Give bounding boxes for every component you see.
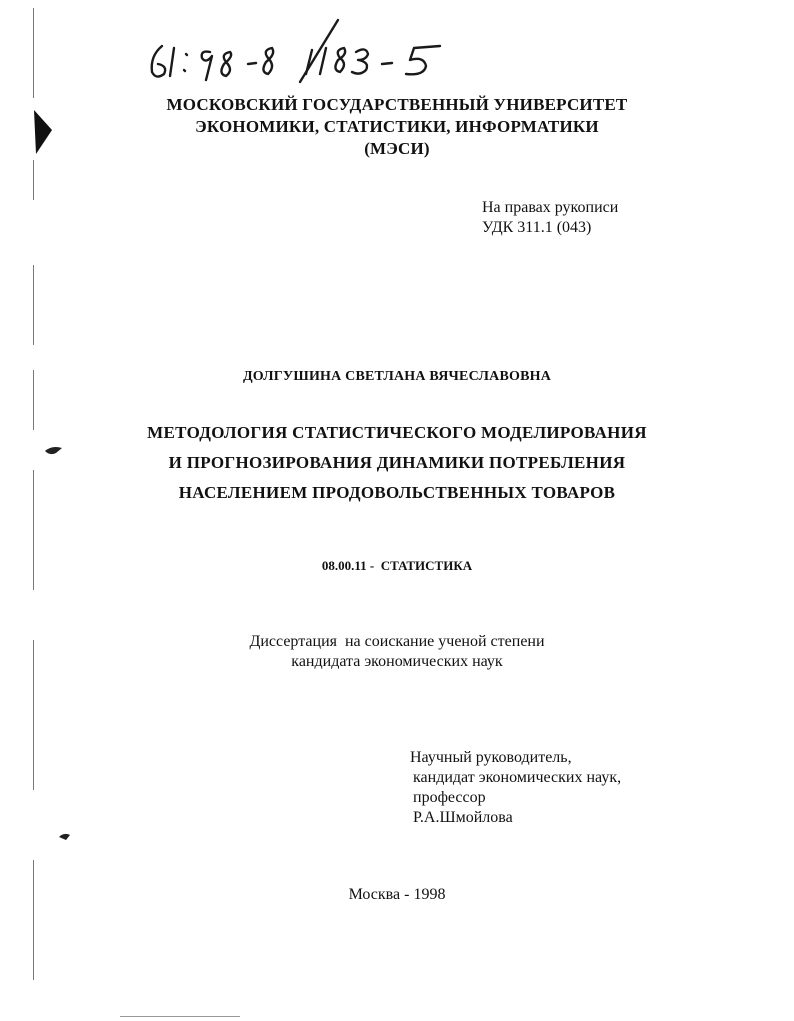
supervisor-rank: кандидат экономических наук, [413,769,622,786]
university-abbreviation: (МЭСИ) [364,139,430,158]
handwritten-archive-number [140,18,470,88]
degree-statement-line: Диссертация на соискание ученой степени [249,633,545,650]
degree-statement-line: кандидата экономических наук [291,653,503,670]
author-name: ДОЛГУШИНА СВЕТЛАНА ВЯЧЕСЛАВОВНА [242,369,552,384]
specialty-code: 08.00.11 - СТАТИСТИКА [321,558,473,573]
scan-margin-line [33,265,34,345]
scan-speck [58,832,72,842]
udc-code: УДК 311.1 (043) [482,219,592,236]
scan-margin-line [33,8,34,98]
supervisor-block [410,748,621,828]
supervisor-role: Научный руководитель, [410,749,572,766]
degree-statement [0,632,794,672]
scan-margin-line [33,160,34,200]
university-name-block [0,94,794,160]
university-name-line: ЭКОНОМИКИ, СТАТИСТИКИ, ИНФОРМАТИКИ [195,117,599,136]
dissertation-title-line: НАСЕЛЕНИЕМ ПРОДОВОЛЬСТВЕННЫХ ТОВАРОВ [178,483,616,502]
manuscript-rights-block [482,198,618,238]
dissertation-title-line: МЕТОДОЛОГИЯ СТАТИСТИЧЕСКОГО МОДЕЛИРОВАНИЯ [147,423,647,442]
city-year: Москва - 1998 [348,886,446,903]
supervisor-name: Р.А.Шмойлова [413,809,513,826]
manuscript-rights-note: На правах рукописи [482,199,619,216]
scan-bottom-line [120,1016,240,1017]
scan-margin-line [33,860,34,980]
university-name-line: МОСКОВСКИЙ ГОСУДАРСТВЕННЫЙ УНИВЕРСИТЕТ [166,95,628,114]
supervisor-title: профессор [413,789,486,806]
dissertation-title [0,418,794,508]
dissertation-title-line: И ПРОГНОЗИРОВАНИЯ ДИНАМИКИ ПОТРЕБЛЕНИЯ [168,453,626,472]
